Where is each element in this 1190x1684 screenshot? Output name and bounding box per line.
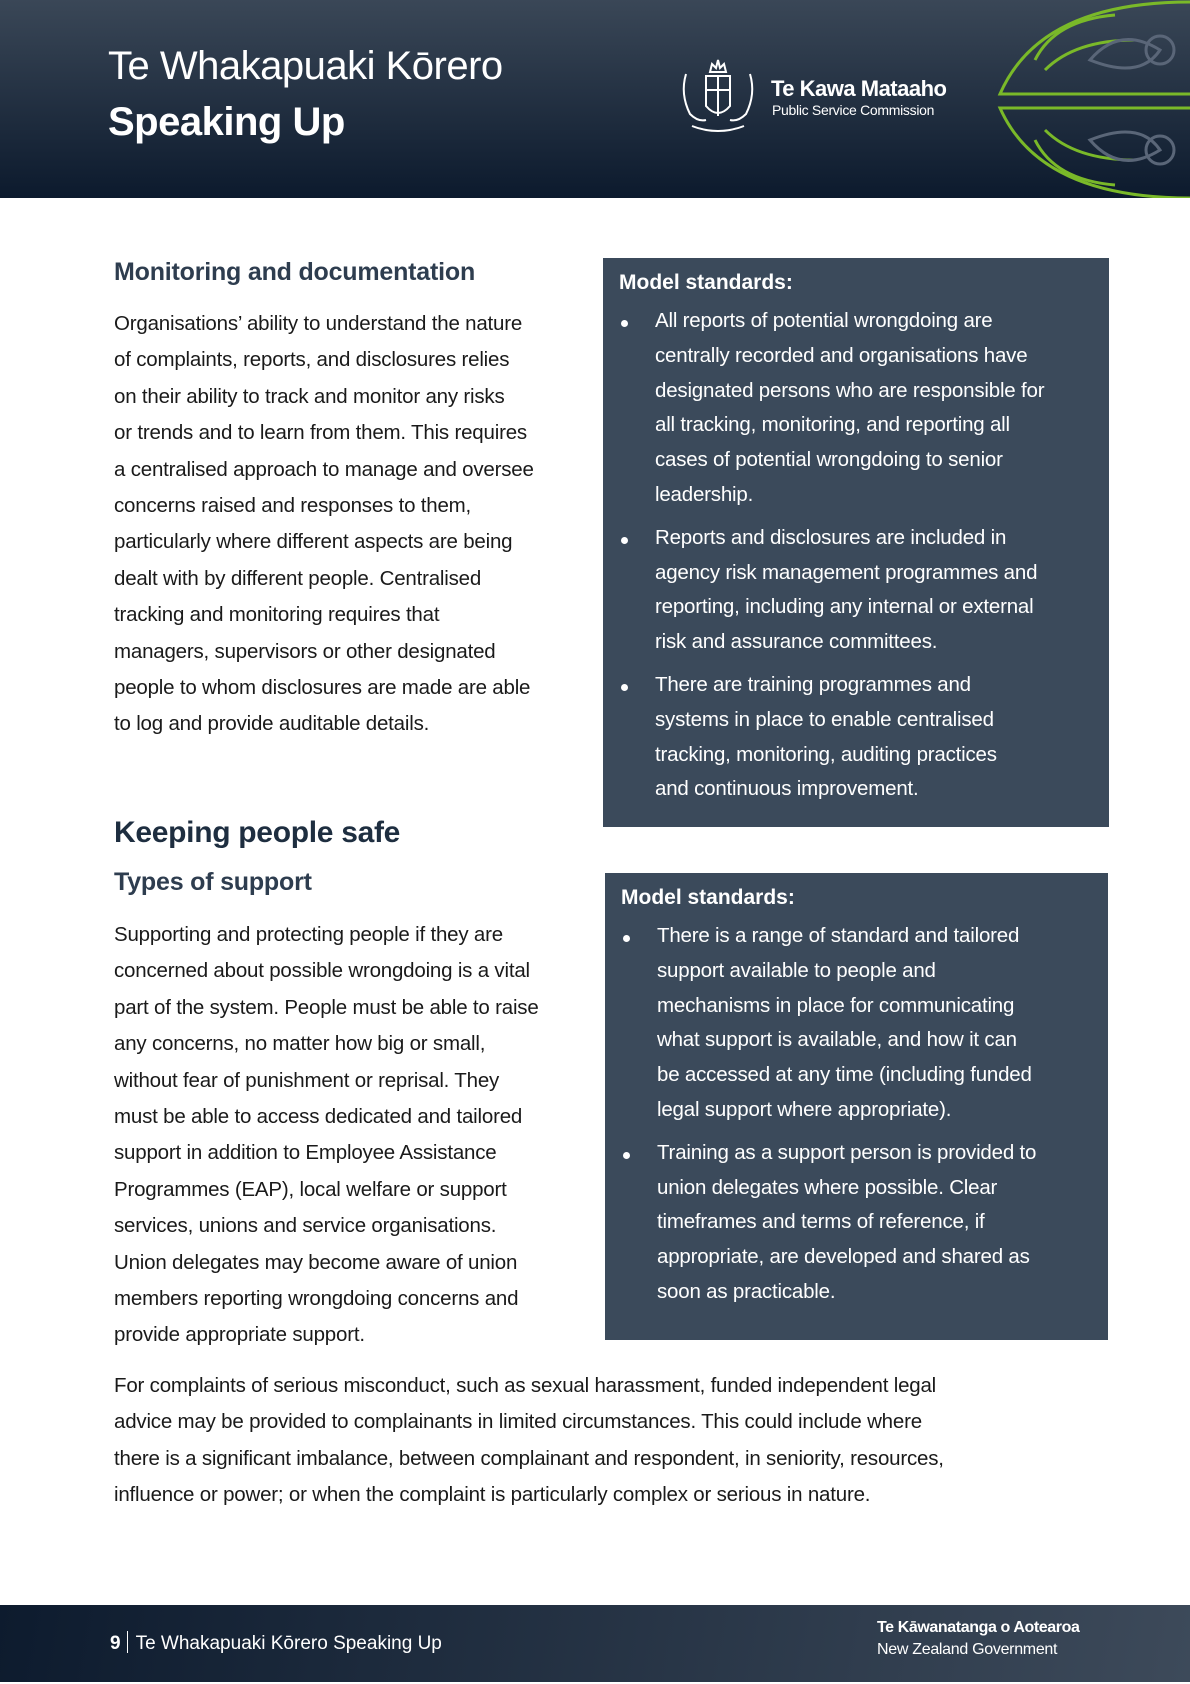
text-line: agency risk management programmes and: [655, 560, 1038, 584]
bullet-item: [621, 919, 1092, 1128]
bullet-item: [621, 1136, 1092, 1310]
text-line: For complaints of serious misconduct, such as sexual harassment, funded independent legal: [114, 1374, 937, 1397]
text-line: without fear of punishment or reprisal. They: [114, 1068, 500, 1092]
text-line: reporting, including any internal or external: [655, 595, 1034, 619]
text-line: Supporting and protecting people if they are: [114, 923, 503, 946]
text-line: mechanisms in place for communicating: [657, 993, 1015, 1017]
text-line: of complaints, reports, and disclosures relies: [114, 348, 510, 372]
text-line: must be able to access dedicated and tailored: [114, 1105, 523, 1129]
org-name: Te Kawa Mataaho: [771, 76, 947, 101]
text-line: all tracking, monitoring, and reporting all: [655, 413, 1010, 437]
text-line: support available to people and: [657, 958, 936, 982]
model-standards-box-1: [603, 258, 1109, 827]
support-paragraph: [114, 917, 539, 1354]
closing-paragraph: [114, 1368, 944, 1514]
text-line: appropriate, are developed and shared as: [657, 1245, 1030, 1269]
text-line: Programmes (EAP), local welfare or support: [114, 1177, 507, 1201]
text-line: Training as a support person is provided to: [657, 1140, 1037, 1164]
model-standards-box-2: [605, 873, 1108, 1340]
text-line: designated persons who are responsible for: [655, 378, 1045, 402]
text-line: influence or power; or when the complaint is particularly complex or serious in nature.: [114, 1483, 871, 1507]
bullet-item: [619, 521, 1093, 660]
subheading-types-of-support: Types of support: [114, 868, 312, 896]
bullet-icon: [623, 935, 630, 942]
text-line: Organisations’ ability to understand the nature: [114, 312, 523, 335]
text-line: There is a range of standard and tailored: [657, 924, 1020, 947]
text-line: soon as practicable.: [657, 1279, 836, 1303]
text-line: particularly where different aspects are being: [114, 530, 513, 554]
text-line: legal support where appropriate).: [657, 1097, 952, 1121]
bullet-icon: [623, 1152, 630, 1159]
text-line: cases of potential wrongdoing to senior: [655, 448, 1003, 472]
text-line: support in addition to Employee Assistance: [114, 1141, 497, 1165]
text-line: risk and assurance committees.: [655, 630, 938, 654]
org-subtitle: Public Service Commission: [772, 102, 935, 118]
text-line: leadership.: [655, 482, 754, 506]
gov-name-english: New Zealand Government: [877, 1641, 1058, 1658]
text-line: systems in place to enable centralised: [655, 707, 994, 731]
bullet-icon: [621, 684, 628, 691]
text-line: and continuous improvement.: [655, 777, 919, 801]
text-line: what support is available, and how it can: [657, 1028, 1017, 1052]
bullet-item: [619, 304, 1093, 513]
bullet-icon: [621, 320, 628, 327]
divider: [127, 1631, 128, 1653]
text-line: part of the system. People must be able to raise: [114, 995, 539, 1019]
koru-pattern-icon: [995, 0, 1190, 198]
text-line: tracking and monitoring requires that: [114, 603, 440, 627]
text-line: Reports and disclosures are included in: [655, 525, 1007, 549]
page-footer: [0, 1605, 1190, 1682]
text-line: on their ability to track and monitor any risks: [114, 384, 505, 408]
gov-name-maori: Te Kāwanatanga o Aotearoa: [877, 1619, 1080, 1636]
section-heading-monitoring: Monitoring and documentation: [114, 258, 476, 286]
bullet-icon: [621, 537, 628, 544]
text-line: There are training programmes and: [655, 672, 971, 696]
text-line: dealt with by different people. Centralised: [114, 566, 482, 590]
text-line: timeframes and terms of reference, if: [657, 1210, 985, 1234]
text-line: or trends and to learn from them. This requires: [114, 421, 527, 445]
text-line: advice may be provided to complainants in limited circumstances. This could include where: [114, 1410, 922, 1434]
page-number: 9: [110, 1633, 121, 1654]
text-line: be accessed at any time (including funded: [657, 1063, 1032, 1087]
bullet-item: [619, 668, 1093, 807]
text-line: union delegates where possible. Clear: [657, 1175, 998, 1199]
text-line: managers, supervisors or other designated: [114, 639, 496, 663]
monitoring-paragraph: [114, 306, 534, 743]
text-line: All reports of potential wrongdoing are: [655, 309, 993, 332]
footer-doc-title: Te Whakapuaki Kōrero Speaking Up: [135, 1633, 442, 1654]
text-line: Union delegates may become aware of union: [114, 1250, 518, 1274]
text-line: people to whom disclosures are made are able: [114, 676, 531, 700]
text-line: to log and provide auditable details.: [114, 712, 430, 736]
text-line: provide appropriate support.: [114, 1323, 365, 1347]
text-line: a centralised approach to manage and oversee: [114, 457, 534, 481]
coat-of-arms-icon: [672, 54, 764, 138]
box-title: Model standards:: [621, 886, 795, 909]
section-heading-keeping-safe: Keeping people safe: [114, 816, 401, 849]
document-subtitle: Speaking Up: [108, 100, 345, 144]
text-line: members reporting wrongdoing concerns and: [114, 1287, 519, 1311]
text-line: any concerns, no matter how big or small,: [114, 1032, 486, 1056]
text-line: tracking, monitoring, auditing practices: [655, 742, 997, 766]
page-header: [0, 0, 1190, 198]
text-line: concerns raised and responses to them,: [114, 494, 472, 518]
text-line: services, unions and service organisations.: [114, 1214, 497, 1238]
text-line: there is a significant imbalance, between complainant and respondent, in seniority, resources,: [114, 1446, 944, 1470]
text-line: concerned about possible wrongdoing is a vital: [114, 959, 530, 983]
text-line: centrally recorded and organisations have: [655, 343, 1028, 367]
box-title: Model standards:: [619, 271, 793, 294]
document-title: Te Whakapuaki Kōrero: [108, 44, 503, 88]
